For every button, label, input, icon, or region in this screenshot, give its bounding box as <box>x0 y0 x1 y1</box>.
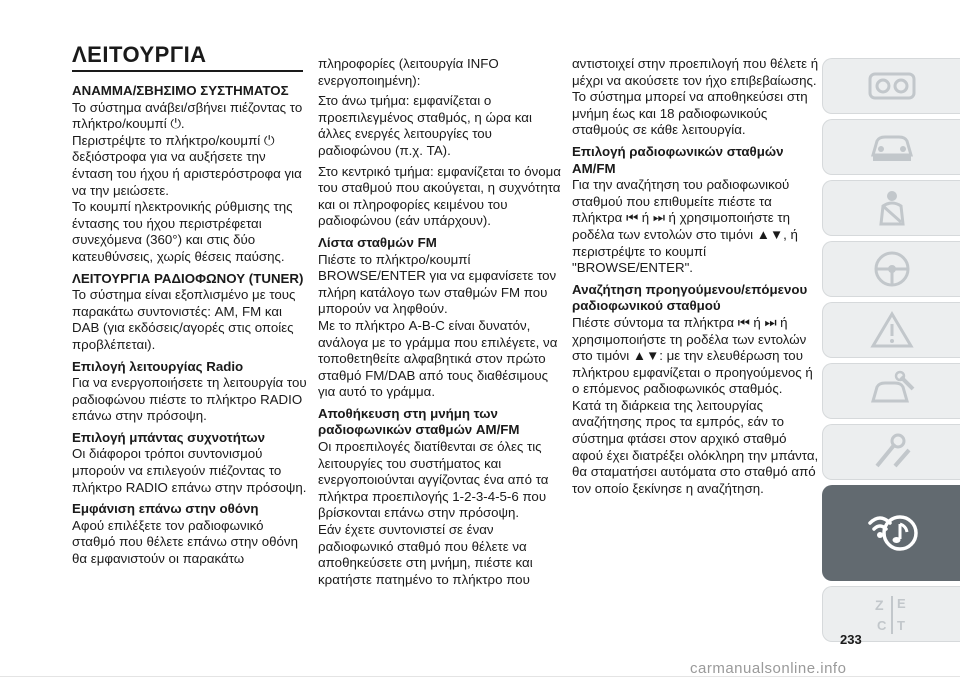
page-title: ΛΕΙΤΟΥΡΓΙΑ <box>72 42 207 67</box>
paragraph: Το σύστημα ανάβει/σβήνει πιέζοντας το πλήκτρο/κουμπί ⏻. <box>72 99 303 132</box>
tools-icon <box>865 430 919 474</box>
car-dashboard-icon <box>865 64 919 108</box>
paragraph: Κατά τη διάρκεια της λειτουργίας αναζήτησης προς τα εμπρός, εάν το σύστημα φτάσει στον αρχικό σταθμό αφού έχει διατρέξει ολόκληρη την μπάντα, θα σταματήσει αυτόματα στο σταθμό από τον οποίο ξεκίνησε η αναζήτηση. <box>572 397 819 496</box>
tab-driving[interactable] <box>822 241 960 297</box>
paragraph: Πιέστε το πλήκτρο/κουμπί BROWSE/ENTER για να εμφανίσετε τον πλήρη κατάλογο των σταθμών FM που μπορούν να ληφθούν. <box>318 251 557 317</box>
heading: Αναζήτηση προηγούμενου/επόμενου ραδιοφωνικού σταθμού <box>572 281 808 314</box>
heading: Επιλογή ραδιοφωνικών σταθμών AM/FM <box>572 143 784 176</box>
car-front-icon <box>865 125 919 169</box>
svg-text:Z: Z <box>874 597 884 613</box>
multimedia-icon <box>860 505 924 561</box>
paragraph: αντιστοιχεί στην προεπιλογή που θέλετε ή μέχρι να ακούσετε τον ήχο επιβεβαίωσης. <box>572 56 819 88</box>
watermark: carmanualsonline.info <box>690 660 847 677</box>
paragraph: Το σύστημα μπορεί να αποθηκεύσει στη μνήμη έως και 18 ραδιοφωνικούς σταθμούς σε κάθε λειτουργία. <box>572 89 808 138</box>
steering-wheel-icon <box>865 247 919 291</box>
alphabetical-index-icon <box>865 592 919 636</box>
tab-car-front[interactable] <box>822 119 960 175</box>
paragraph: πληροφορίες (λειτουργία INFO ενεργοποιημένη): <box>318 56 499 88</box>
tab-dashboard[interactable] <box>822 58 960 114</box>
page-number: 233 <box>840 632 862 647</box>
paragraph: Αφού επιλέξετε τον ραδιοφωνικό σταθμό που θέλετε επάνω στην οθόνη θα εμφανιστούν οι παρακάτω <box>72 517 298 567</box>
heading: Λίστα σταθμών FM <box>318 234 437 250</box>
paragraph: Στο κεντρικό τμήμα: εμφανίζεται το όνομα του σταθμού που ακούγεται, η συχνότητα και οι πληροφορίες κειμένου του ραδιοφώνου (εάν υπάρχουν). <box>318 163 561 229</box>
heading: Επιλογή μπάντας συχνοτήτων <box>72 429 266 445</box>
svg-text:C: C <box>876 618 886 633</box>
paragraph: Οι προεπιλογές διατίθενται σε όλες τις λειτουργίες του συστήματος και ενεργοποιούνται αγγίζοντας ένα από τα πλήκτρα προεπιλογής 1-2-3-4-5-6 που βρίσκονται επάνω στην πρόσοψη. <box>318 439 549 521</box>
svg-text:T: T <box>896 618 905 633</box>
text-column-1 <box>72 78 307 568</box>
paragraph: Στο άνω τμήμα: εμφανίζεται ο προεπιλεγμένος σταθμός, η ώρα και άλλες ενεργές λειτουργίες του ραδιοφώνου (π.χ. TA). <box>318 93 532 158</box>
heading: Εμφάνιση επάνω στην οθόνη <box>72 501 259 517</box>
heading: ΛΕΙΤΟΥΡΓΙΑ ΡΑΔΙΟΦΩΝΟΥ (TUNER) <box>72 270 304 286</box>
chapter-tabs <box>822 58 960 647</box>
paragraph: Με το πλήκτρο A-B-C είναι δυνατόν, ανάλογα με το γράμμα που επιλέγετε, να τοποθετηθείτε αλφαβητικά στον πρώτο σταθμό FM/DAB από τους διαθέσιμους για αυτό το γράμμα. <box>318 317 558 400</box>
heading: Αποθήκευση στη μνήμη των ραδιοφωνικών σταθμών AM/FM <box>318 405 520 438</box>
tab-technical[interactable] <box>822 424 960 480</box>
car-seatbelt-icon <box>865 186 919 230</box>
tab-multimedia[interactable] <box>822 485 960 581</box>
text-column-3 <box>572 56 820 497</box>
paragraph: Οι διάφοροι τρόποι συντονισμού μπορούν να επιλεγούν πιέζοντας το πλήκτρο RADIO επάνω στην πρόσοψη. <box>72 446 307 495</box>
paragraph: Το κουμπί ηλεκτρονικής ρύθμισης της έντασης του ήχου περιστρέφεται συνεχόμενα (360°) και στις δύο κατευθύνσεις, χωρίς θέσεις παύσης. <box>72 199 293 264</box>
paragraph: Περιστρέψτε το πλήκτρο/κουμπί ⏻ δεξιόστροφα για να αυξήσετε την ένταση του ήχου ή αριστερόστροφα για να την μειώσετε. <box>72 132 302 198</box>
paragraph: Για την αναζήτηση του ραδιοφωνικού σταθμού που επιθυμείτε πιέστε τα πλήκτρα ⏮ ή ⏭ ή χρησιμοποιήστε τη ροδέλα των εντολών στο τιμόνι ▲▼, ή περιστρέψτε το κουμπί "BROWSE/ENTER". <box>572 177 798 276</box>
paragraph: Το σύστημα είναι εξοπλισμένο με τους παρακάτω συντονιστές: AM, FM και DAB (για εκδόσεις/αγορές στις οποίες προβλέπεται). <box>72 287 296 352</box>
text-column-2 <box>318 56 563 588</box>
tab-service[interactable] <box>822 363 960 419</box>
paragraph: Πιέστε σύντομα τα πλήκτρα ⏮ ή ⏭ ή χρησιμοποιήστε τη ροδέλα των εντολών στο τιμόνι ▲▼: με την ελευθέρωση του πλήκτρου εμφανίζεται ο προηγούμενος ή ο επόμενος ραδιοφωνικός σταθμός. <box>572 314 813 397</box>
heading: Επιλογή λειτουργίας Radio <box>72 358 244 374</box>
tab-emergency[interactable] <box>822 302 960 358</box>
paragraph: Εάν έχετε συντονιστεί σε έναν ραδιοφωνικό σταθμό που θέλετε να αποθηκεύσετε στη μνήμη, πιέστε και κρατήστε πατημένο το πλήκτρο που <box>318 522 533 587</box>
tab-safety[interactable] <box>822 180 960 236</box>
heading: ΑΝΑΜΜΑ/ΣΒΗΣΙΜΟ ΣΥΣΤΗΜΑΤΟΣ <box>72 83 289 98</box>
car-service-icon <box>865 369 919 413</box>
paragraph: Για να ενεργοποιήσετε τη λειτουργία του ραδιοφώνου πιέστε το πλήκτρο RADIO επάνω στην πρόσοψη. <box>72 375 307 424</box>
warning-triangle-icon <box>865 308 919 352</box>
title-rule <box>72 70 303 72</box>
svg-text:E: E <box>896 596 906 611</box>
